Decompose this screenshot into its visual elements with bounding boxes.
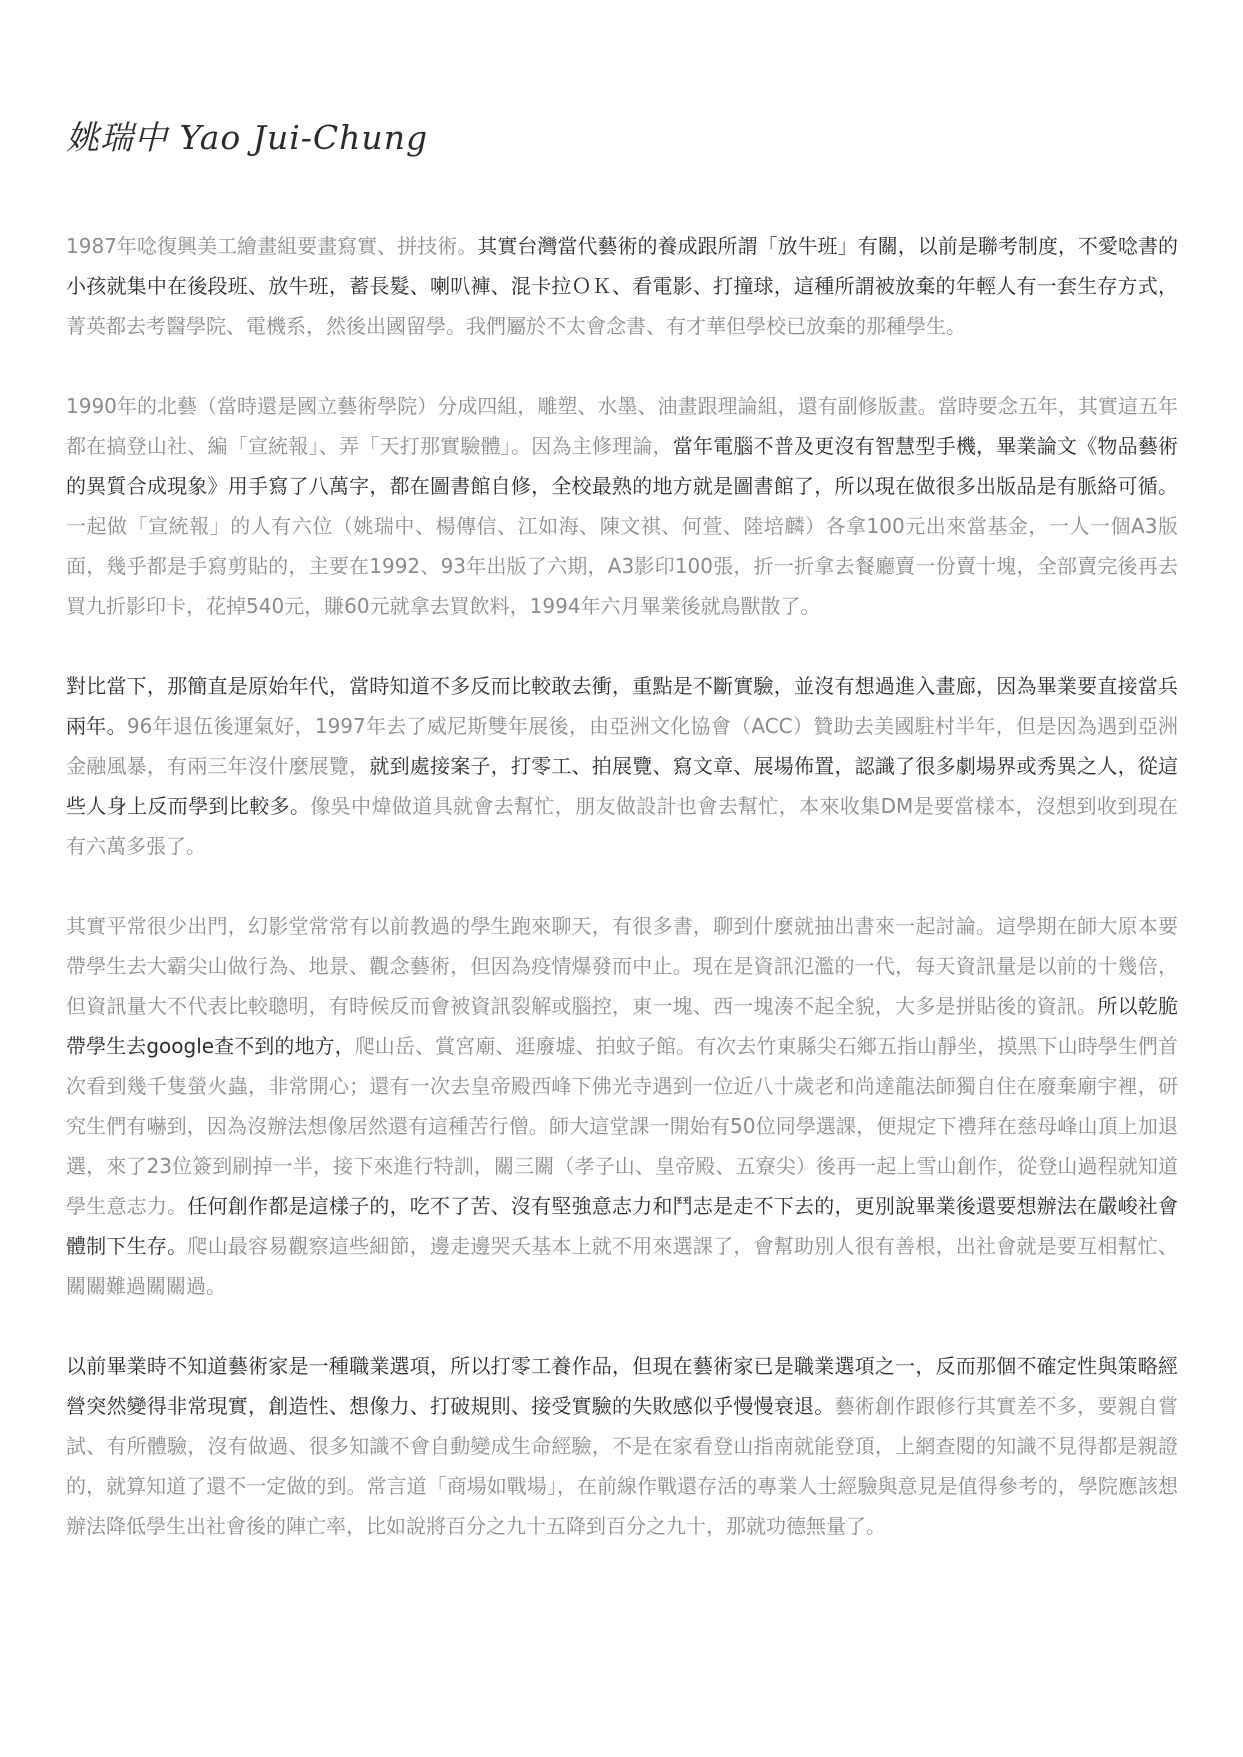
text-run: 1987年唸復興美工繪畫組要畫寫實、拼技術。 [66,234,478,258]
emphasized-text-run: 對比當下，那簡直是原始年代，當時知道不多反而比較敢去衝，重點是不斷實驗，並沒有想過進入畫廊，因為畢業要直接當兵兩年。 [66,674,1178,738]
text-run: 菁英都去考醫學院、電機系，然後出國留學。我們屬於不太會念書、有才華但學校已放棄的那種學生。 [66,314,966,338]
text-run: 爬山岳、賞宮廟、逛廢墟、拍蚊子館。有次去竹東縣尖石鄉五指山靜坐，摸黑下山時學生們首次看到幾千隻螢火蟲，非常開心；還有一次去皇帝殿西峰下佛光寺遇到一位近八十歲老和尚達龍法師獨自住在廢棄廟宇裡，研究生們有嚇到，因為沒辦法想像居然還有這種苦行僧。師大這堂課一開始有50位同學選課，便規定下禮拜在慈母峰山頂上加退選，來了23位簽到刷掉一半，接下來進行特訓，關三關（孝子山、皇帝殿、五寮尖）後再一起上雪山創作，從登山過程就知道學生意志力。 [66,1034,1178,1218]
emphasized-text-run: 當年電腦不普及更沒有智慧型手機，畢業論文《物品藝術的異質合成現象》用手寫了八萬字，都在圖書館自修，全校最熟的地方就是圖書館了，所以現在做很多出版品是有脈絡可循。 [66,434,1179,498]
emphasized-text-run: 以前畢業時不知道藝術家是一種職業選項，所以打零工養作品，但現在藝術家已是職業選項之一，反而那個不確定性與策略經營突然變得非常現實，創造性、想像力、打破規則、接受實驗的失敗感似乎慢慢衰退。 [66,1354,1178,1418]
text-run: 像吳中煒做道具就會去幫忙，朋友做設計也會去幫忙，本來收集DM是要當樣本，沒想到收到現在有六萬多張了。 [66,794,1179,858]
paragraph-2 [66,386,1178,626]
paragraph-1 [66,226,1178,346]
text-run: 其實平常很少出門，幻影堂常常有以前教過的學生跑來聊天，有很多書，聊到什麼就抽出書來一起討論。這學期在師大原本要帶學生去大霸尖山做行為、地景、觀念藝術，但因為疫情爆發而中止。現在是資訊氾濫的一代，每天資訊量是以前的十幾倍，但資訊量大不代表比較聰明，有時候反而會被資訊裂解或腦控，東一塊、西一塊湊不起全貌，大多是拼貼後的資訊。 [66,914,1178,1018]
page-title: 姚瑞中 Yao Jui-Chung [66,118,429,157]
article-body [66,226,1178,1586]
emphasized-text-run: 其實台灣當代藝術的養成跟所謂「放牛班」有關，以前是聯考制度，不愛唸書的小孩就集中在後段班、放牛班，蓄長髮、喇叭褲、混卡拉ＯＫ、看電影、打撞球，這種所謂被放棄的年輕人有一套生存方式， [66,234,1178,298]
emphasized-text-run: 任何創作都是這樣子的，吃不了苦、沒有堅強意志力和鬥志是走不下去的，更別說畢業後還要想辦法在嚴峻社會體制下生存。 [66,1194,1179,1258]
paragraph-5 [66,1346,1178,1546]
text-run: 96年退伍後運氣好，1997年去了威尼斯雙年展後，由亞洲文化協會（ACC）贊助去美國駐村半年，但是因為遇到亞洲金融風暴，有兩三年沒什麼展覽， [66,714,1179,778]
paragraph-4 [66,906,1178,1306]
text-run: 藝術創作跟修行其實差不多，要親自嘗試、有所體驗，沒有做過、很多知識不會自動變成生命經驗，不是在家看登山指南就能登頂，上網查閱的知識不見得都是親證的，就算知道了還不一定做的到。常言道「商場如戰場」，在前線作戰還存活的專業人士經驗與意見是值得參考的，學院應該想辦法降低學生出社會後的陣亡率，比如說將百分之九十五降到百分之九十，那就功德無量了。 [66,1394,1179,1538]
text-run: 爬山最容易觀察這些細節，邊走邊哭夭基本上就不用來選課了，會幫助別人很有善根，出社會就是要互相幫忙、關關難過關關過。 [66,1234,1179,1298]
text-run: 一起做「宣統報」的人有六位（姚瑞中、楊傳信、江如海、陳文祺、何萱、陸培麟）各拿100元出來當基金，一人一個A3版面，幾乎都是手寫剪貼的，主要在1992、93年出版了六期，A3影印100張，折一折拿去餐廳賣一份賣十塊，全部賣完後再去買九折影印卡，花掉540元，賺60元就拿去買飲料，1994年六月畢業後就鳥獸散了。 [66,514,1178,618]
paragraph-3 [66,666,1178,866]
emphasized-text-run: 所以乾脆帶學生去google查不到的地方， [66,994,1179,1058]
emphasized-text-run: 就到處接案子，打零工、拍展覽、寫文章、展場佈置，認識了很多劇場界或秀異之人，從這些人身上反而學到比較多。 [66,754,1179,818]
text-run: 1990年的北藝（當時還是國立藝術學院）分成四組，雕塑、水墨、油畫跟理論組，還有副修版畫。當時要念五年，其實這五年都在搞登山社、編「宣統報」、弄「天打那實驗體」。因為主修理論， [66,394,1178,458]
